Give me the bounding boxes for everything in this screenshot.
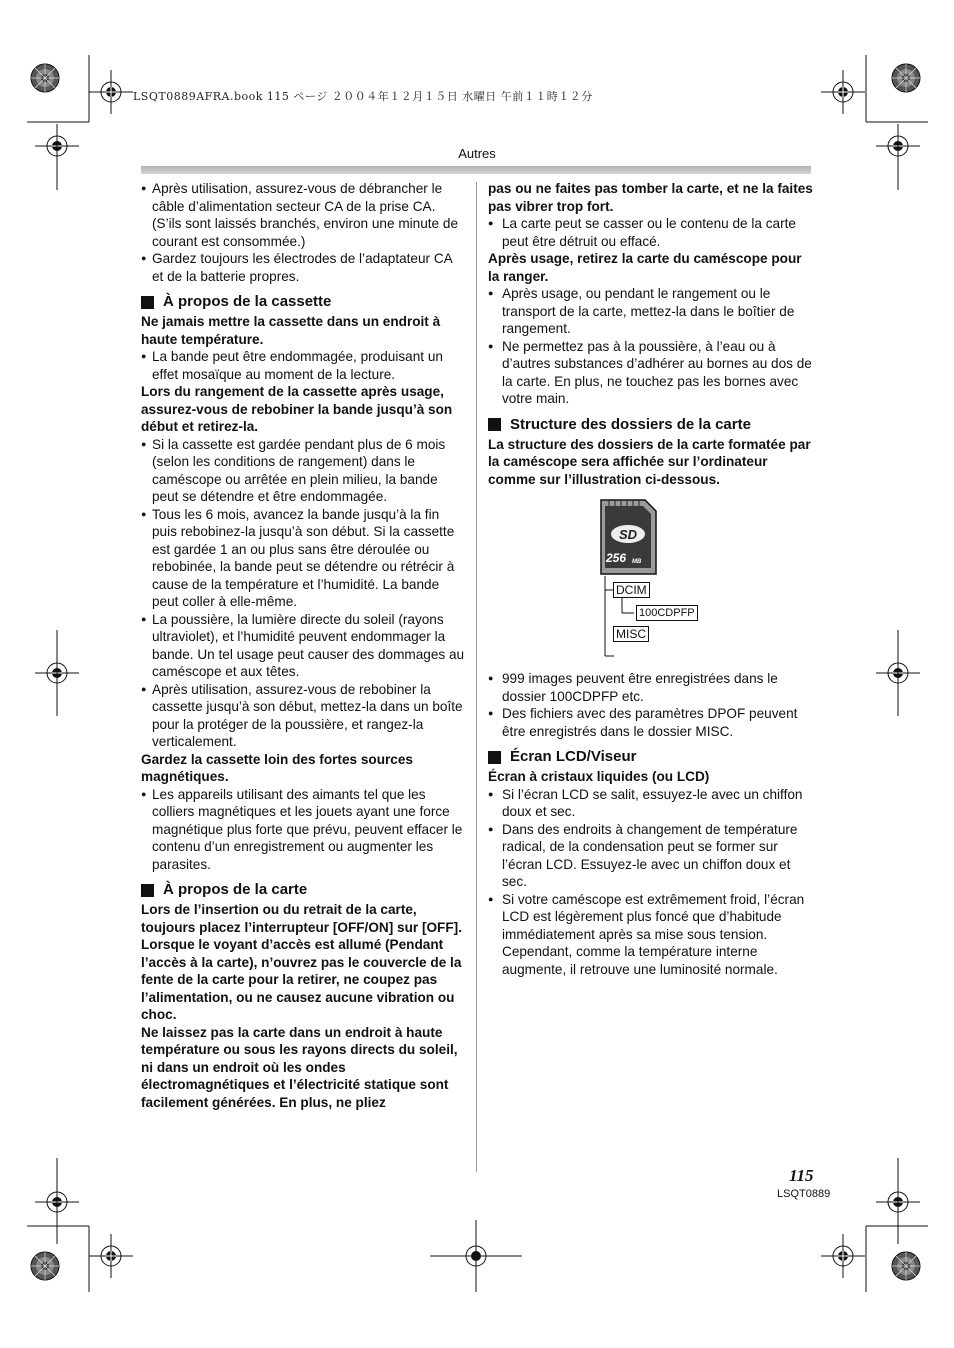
bold-paragraph: Ne jamais mettre la cassette dans un endroit à haute température. [141, 314, 441, 347]
section-title: Autres [458, 146, 496, 161]
lcd-heading: Écran LCD/Viseur [488, 747, 813, 767]
bullet-item: ● La poussière, la lumière directe du soleil (rayons ultraviolet), et l’humidité peuvent endommager la bande. Un tel usage peut causer des dommages au caméscope et aux têtes. [141, 611, 467, 681]
bullet-item: ● Après utilisation, assurez-vous de rebobiner la cassette jusqu’à son début, mettez-la dans un boîte pour la protéger de la poussière, et rangez-la verticalement. [141, 681, 467, 751]
bullet-item: ● Tous les 6 mois, avancez la bande jusqu’à la fin puis rebobinez-la jusqu’à son début. Si la cassette est gardée 1 an ou plus sans être déroulée ou rebobinée, la bande peut se détendre ou rétrécir à cause de la température et l’humidité. La bande peut coller à elle-même. [141, 506, 467, 611]
sd-capacity-text: 256 [606, 551, 627, 565]
bullet-item: ● Dans des endroits à changement de température radical, de la condensation peut se former sur l’écran LCD. Essuyez-le avec un chiffon doux et sec. [488, 821, 813, 891]
file-info-header: LSQT0889AFRA.book 115 ページ ２００４年１２月１５日 水曜日 午前１１時１２分 [133, 90, 593, 103]
right-column [488, 180, 813, 978]
folder-structure-figure [488, 498, 813, 670]
header-rule [141, 166, 811, 174]
bold-paragraph: Après usage, retirez la carte du caméscope pour la ranger. [488, 251, 802, 284]
page-number: 115 [789, 1166, 814, 1185]
bullet-item: ● Si votre caméscope est extrêmement froid, l’écran LCD est légèrement plus foncé que d’habitude immédiatement après sa mise sous tension. Cependant, comme la température interne augmente, il retrouve une luminosité normale. [488, 891, 813, 979]
sd-logo-text: SD [618, 527, 638, 542]
bullet-item: ● La carte peut se casser ou le contenu de la carte peut être détruit ou effacé. [488, 215, 813, 250]
bullet-item: ● Les appareils utilisant des aimants tel que les colliers magnétiques et les jouets ayant une force magnétique plus forte que prévu, peuvent effacer le contenu d’un enregistrement ou augmenter les parasites. [141, 786, 467, 874]
bold-paragraph: Lors du rangement de la cassette après usage, assurez-vous de rebobiner la bande jusqu’à son début et retirez-la. [141, 384, 453, 434]
bold-paragraph: Lors de l’insertion ou du retrait de la carte, toujours placez l’interrupteur [OFF/ON] sur [OFF]. [141, 902, 462, 935]
bullet-item: ● Des fichiers avec des paramètres DPOF peuvent être enregistrés dans le dossier MISC. [488, 705, 813, 740]
section-square-icon [141, 296, 154, 309]
bold-paragraph: Ne laissez pas la carte dans un endroit à haute température ou sous les rayons directs du soleil, ni dans un endroit où les ondes électromagnétiques et l’électricité statique sont facilement générées. En plus, ne pliez [141, 1024, 458, 1110]
bullet-item: ● La bande peut être endommagée, produisant un effet mosaïque au moment de la lecture. [141, 348, 467, 383]
folder-100cdpfp: 100CDPFP [636, 605, 698, 621]
bullet-item: ● 999 images peuvent être enregistrées dans le dossier 100CDPFP etc. [488, 670, 813, 705]
bullet-item: ● Gardez toujours les électrodes de l’adaptateur CA et de la batterie propres. [141, 250, 467, 285]
bold-paragraph: Gardez la cassette loin des fortes sources magnétiques. [141, 751, 413, 784]
section-square-icon [488, 751, 501, 764]
bullet-item: ● Si la cassette est gardée pendant plus de 6 mois (selon les conditions de rangement) dans le caméscope ou arrêtée en plein milieu, la bande peut se détendre et être endommagée. [141, 436, 467, 506]
left-column [141, 180, 467, 1111]
bullet-item: ● Ne permettez pas à la poussière, à l’eau ou à d’autres substances d’adhérer au bornes au dos de la carte. En plus, ne touchez pas les bornes avec votre main. [488, 338, 813, 408]
bold-paragraph: Lorsque le voyant d’accès est allumé (Pendant l’accès à la carte), n’ouvrez pas le couvercle de la fente de la carte pour la retirer, ne coupez pas l’alimentation, ou ne causez aucune vibration ou choc. [141, 937, 462, 1022]
bullet-item: ● Après utilisation, assurez-vous de débrancher le câble d’alimentation secteur CA de la prise CA. (S’ils sont laissés branchés, environ une minute de courant est consommée.) [141, 180, 467, 250]
cassette-heading: À propos de la cassette [141, 292, 467, 312]
bold-paragraph: La structure des dossiers de la carte formatée par la caméscope sera affichée sur l’ordinateur comme sur l’illustration ci-dessous. [488, 436, 811, 487]
document-code: LSQT0889 [777, 1188, 831, 1200]
section-square-icon [488, 418, 501, 431]
bold-paragraph: Écran à cristaux liquides (ou LCD) [488, 769, 710, 784]
bold-paragraph: pas ou ne faites pas tomber la carte, et ne la faites pas vibrer trop fort. [488, 181, 813, 214]
column-divider [476, 182, 477, 1172]
structure-heading: Structure des dossiers de la carte [488, 415, 813, 435]
card-heading: À propos de la carte [141, 880, 467, 900]
section-square-icon [141, 884, 154, 897]
bullet-item: ● Si l’écran LCD se salit, essuyez-le avec un chiffon doux et sec. [488, 786, 813, 821]
sd-unit-text: MB [632, 559, 642, 565]
bullet-item: ● Après usage, ou pendant le rangement ou le transport de la carte, mettez-la dans le boîtier de rangement. [488, 285, 813, 338]
folder-misc: MISC [613, 626, 649, 642]
folder-dcim: DCIM [613, 582, 650, 598]
sd-card-icon [599, 498, 659, 578]
